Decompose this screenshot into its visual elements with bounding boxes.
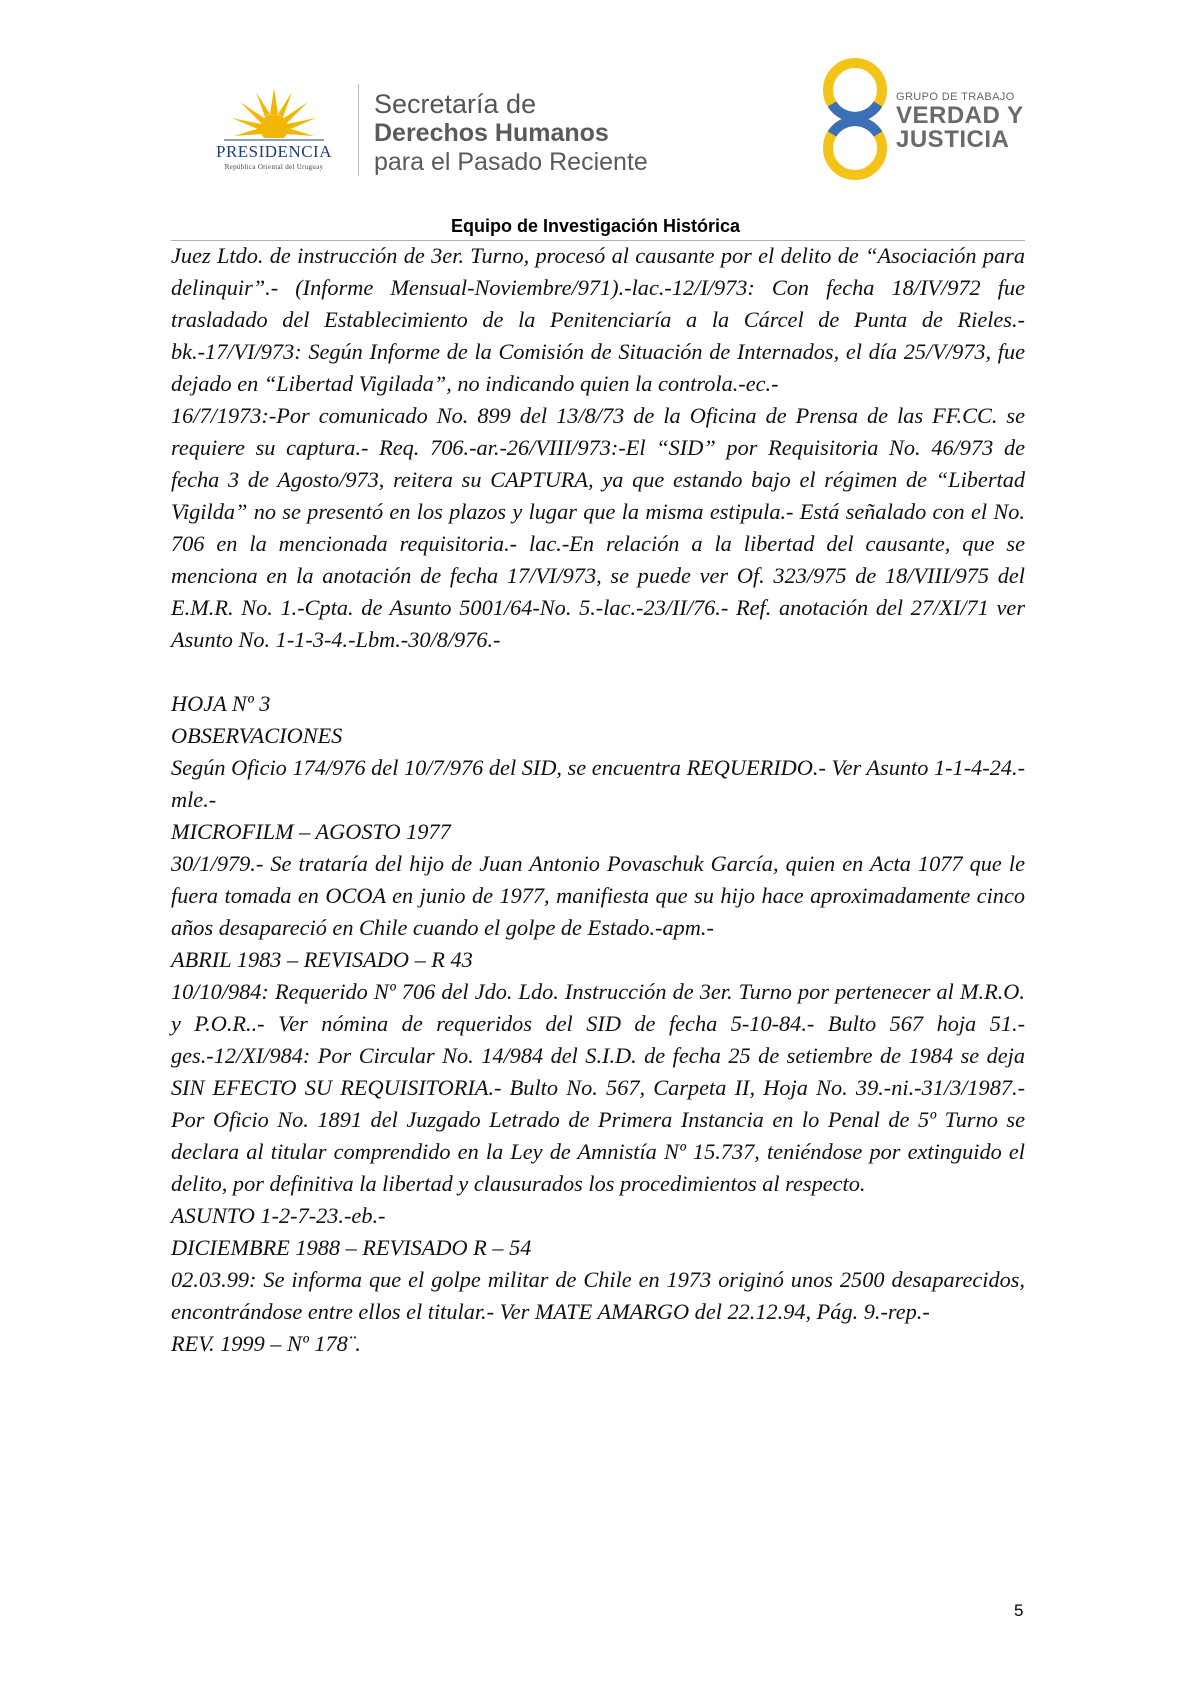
grupo-line-2: VERDAD Y [896, 102, 1024, 129]
paragraph-2: 16/7/1973:-Por comunicado No. 899 del 13/8/73 de la Oficina de Prensa de las FF.CC. se requiere su captura.- Req. 706.-ar.-26/VIII/973:-El “SID” por Requisitoria No. 46/973 de fecha 3 de Agosto/973, reitera su CAPTURA, ya que estando bajo el régimen de “Libertad Vigilda” no se presentó en los plazos y lugar que la misma estipula.- Está señalado con el No. 706 en la mencionada requisitoria.- lac.-En relación a la libertad del causante, que se menciona en la anotación de fecha 17/VI/973, se puede ver Of. 323/975 de 18/VIII/975 del E.M.R. No. 1.-Cpta. de Asunto 5001/64-No. 5.-lac.-23/II/76.- Ref. anotación del 27/XI/71 ver Asunto No. 1-1-3-4.-Lbm.-30/8/976.- [171, 403, 1025, 652]
grupo-line-3: JUSTICIA [896, 126, 1010, 153]
logo-divider [358, 84, 359, 176]
secretaria-line-1: Secretaría de [374, 89, 537, 119]
paragraph-4: 30/1/979.- Se trataría del hijo de Juan Antonio Povaschuk García, quien en Acta 1077 que le fuera tomada en OCOA en junio de 1977, manifiesta que su hijo hace aproximadamente cinco años desapareció en Chile cuando el golpe de Estado.-apm.- [171, 851, 1025, 940]
presidencia-subtitle: República Oriental del Uruguay [224, 163, 324, 171]
paragraph-6: 02.03.99: Se informa que el golpe militar de Chile en 1973 originó unos 2500 desaparecidos, encontrándose entre ellos el titular.- Ver MATE AMARGO del 22.12.94, Pág. 9.-rep.- [171, 1267, 1025, 1324]
hoja-heading: HOJA Nº 3 [171, 691, 271, 716]
asunto-line: ASUNTO 1-2-7-23.-eb.- [171, 1203, 386, 1228]
paragraph-1: Juez Ltdo. de instrucción de 3er. Turno, procesó al causante por el delito de “Asociación para delinquir”.- (Informe Mensual-Noviembre/971).-lac.-12/I/973: Con fecha 18/IV/972 fue trasladado del Establecimiento de la Penitenciaría a la Cárcel de Punta de Rieles.-bk.-17/VI/973: Según Informe de la Comisión de Situación de Internados, el día 25/V/973, fue dejado en “Libertad Vigilada”, no indicando quien la controla.-ec.- [171, 243, 1025, 396]
presidencia-name: PRESIDENCIA [215, 142, 332, 161]
paragraph-3: Según Oficio 174/976 del 10/7/976 del SID, se encuentra REQUERIDO.- Ver Asunto 1-1-4-24.-mle.- [171, 755, 1025, 812]
abril-heading: ABRIL 1983 – REVISADO – R 43 [171, 947, 473, 972]
secretaria-line-2: Derechos Humanos [374, 119, 609, 147]
verdad-justicia-rings-logo [820, 56, 890, 182]
team-title: Equipo de Investigación Histórica [450, 216, 741, 236]
document-body [171, 240, 1025, 1360]
microfilm-heading: MICROFILM – AGOSTO 1977 [171, 819, 451, 844]
diciembre-heading: DICIEMBRE 1988 – REVISADO R – 54 [171, 1235, 532, 1260]
verdad-justicia-logo-text [896, 90, 1024, 152]
secretaria-line-3: para el Pasado Reciente [374, 148, 648, 176]
observaciones-heading: OBSERVACIONES [171, 723, 343, 748]
secretaria-logo-text [374, 90, 648, 177]
page-number: 5 [1014, 1601, 1024, 1620]
page-header [0, 0, 1191, 236]
grupo-line-1: GRUPO DE TRABAJO [896, 91, 1015, 103]
rev-line: REV. 1999 – Nº 178¨. [171, 1331, 361, 1356]
paragraph-5: 10/10/984: Requerido Nº 706 del Jdo. Ldo. Instrucción de 3er. Turno por pertenecer al M.R.O. y P.O.R..- Ver nómina de requeridos del SID de fecha 5-10-84.- Bulto 567 hoja 51.-ges.-12/XI/984: Por Circular No. 14/984 del S.I.D. de fecha 25 de setiembre de 1984 se deja SIN EFECTO SU REQUISITORIA.- Bulto No. 567, Carpeta II, Hoja No. 39.-ni.-31/3/1987.- Por Oficio No. 1891 del Juzgado Letrado de Primera Instancia en lo Penal de 5º Turno se declara al titular comprendido en la Ley de Amnistía Nº 15.737, teniéndose por extinguido el delito, por definitiva la libertad y clausurados los procedimientos al respecto. [171, 979, 1025, 1196]
blank-line [171, 656, 1025, 688]
